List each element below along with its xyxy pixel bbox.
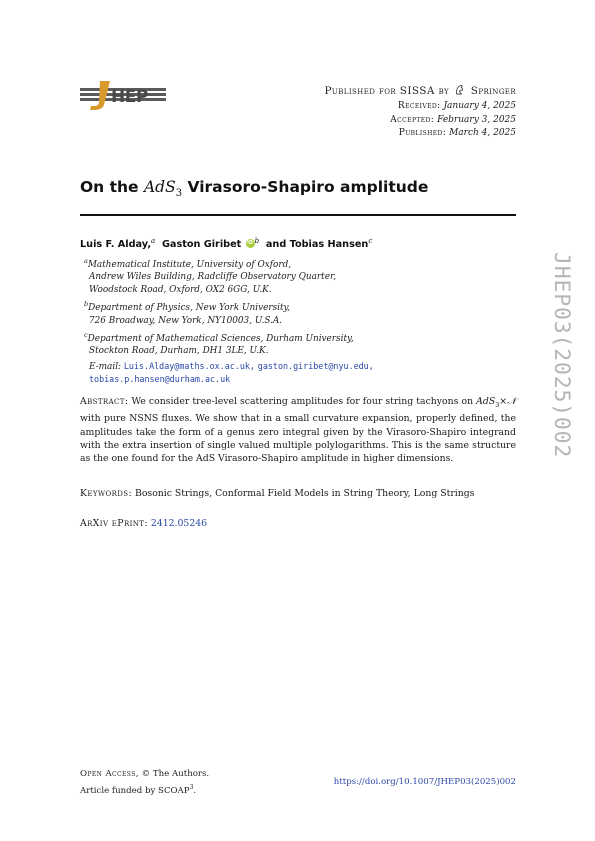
paper-title <box>80 178 428 199</box>
affiliation-line: Stockton Road, Durham, DH1 3LE, U.K. <box>89 346 269 357</box>
abstract-label: Abstract: <box>80 396 129 407</box>
arxiv-label: ArXiv ePrint: <box>80 518 148 529</box>
abstract-text-after: with pure NSNS fluxes. We show that in a small curvature expansion, properly defined, the amplitudes take the form of a genus zero integral given by the Virasoro-Shapiro integrand with the extra insertion of single valued multiple polylogarithms. This is the same structure as the one found for the AdS Virasoro-Shapiro amplitude in higher dimensions. <box>80 413 516 465</box>
footer-license <box>80 768 209 798</box>
open-access-label: Open Access, <box>80 769 139 779</box>
email-label: E-mail: <box>89 361 122 372</box>
keywords-label: Keywords: <box>80 488 133 499</box>
author-hansen: and Tobias Hansen <box>265 239 369 251</box>
affiliation-line: Woodstock Road, Oxford, OX2 6GG, U.K. <box>89 284 272 295</box>
published-date: March 4, 2025 <box>449 128 516 139</box>
jhep-logo <box>80 77 166 111</box>
author-hansen-aff: c <box>368 237 373 245</box>
funded-text: Article funded by SCOAP <box>80 785 190 796</box>
affiliation-line: Department of Mathematical Sciences, Durham University, <box>87 333 354 344</box>
affiliations <box>84 255 374 387</box>
funded-sup: 3 <box>189 784 194 791</box>
affiliation-mark: a <box>84 257 88 265</box>
keywords-text: Bosonic Strings, Conformal Field Models in String Theory, Long Strings <box>135 488 475 499</box>
dates-block <box>390 100 516 141</box>
published-for-line <box>324 84 516 98</box>
arxiv-eprint <box>80 517 207 530</box>
author-list <box>80 237 372 250</box>
abstract-math-after: ×𝒩 <box>499 396 516 407</box>
title-prefix: On the <box>80 178 139 196</box>
accepted-line <box>390 114 516 128</box>
author-giribet-aff: b <box>254 237 260 245</box>
publisher-name: Springer <box>470 85 516 97</box>
abstract <box>80 395 516 466</box>
author-alday: Luis F. Alday, <box>80 239 152 251</box>
title-math-base: AdS <box>143 178 176 196</box>
abstract-math-sub: 3 <box>495 400 500 409</box>
author-giribet: Gaston Giribet <box>161 239 242 251</box>
received-line <box>390 100 516 114</box>
funded-end: . <box>193 785 197 796</box>
email-link-hansen[interactable]: tobias.p.hansen@durham.ac.uk <box>89 374 231 385</box>
copyright-text: © The Authors. <box>141 769 210 779</box>
orcid-icon[interactable] <box>246 239 255 248</box>
abstract-math-base: AdS <box>476 396 496 407</box>
affiliation-mark: c <box>84 330 88 339</box>
arxiv-link[interactable]: 2412.05246 <box>150 518 208 529</box>
title-math <box>143 178 183 200</box>
springer-horse-icon <box>454 84 465 95</box>
author-alday-aff: a <box>151 237 156 245</box>
affiliation-a <box>84 255 374 296</box>
email-link-giribet[interactable]: gaston.giribet@nyu.edu, <box>257 360 374 371</box>
email-line-2 <box>84 373 374 386</box>
email-line <box>84 360 374 373</box>
title-rule <box>80 214 516 216</box>
published-line <box>390 127 516 141</box>
received-label: Received: <box>397 101 441 111</box>
affiliation-b <box>84 298 374 327</box>
affiliation-line: Department of Physics, New York University, <box>88 303 291 314</box>
svg-text:HEP: HEP <box>111 87 148 107</box>
accepted-date: February 3, 2025 <box>437 114 516 125</box>
doi-link[interactable]: https://doi.org/10.1007/JHEP03(2025)002 <box>333 777 516 787</box>
published-label: Published: <box>398 128 447 139</box>
title-math-sub: 3 <box>175 188 183 200</box>
affiliation-line: 726 Broadway, New York, NY10003, U.S.A. <box>89 315 283 326</box>
title-suffix: Virasoro-Shapiro amplitude <box>187 178 429 196</box>
received-date: January 4, 2025 <box>443 101 516 111</box>
affiliation-mark: b <box>84 300 89 309</box>
affiliation-line: Andrew Wiles Building, Radcliffe Observatory Quarter, <box>89 272 337 283</box>
published-for-text: Published for SISSA by <box>324 85 450 97</box>
affiliation-line: Mathematical Institute, University of Oxford, <box>87 259 292 270</box>
abstract-math <box>476 396 516 407</box>
accepted-label: Accepted: <box>390 114 435 125</box>
keywords <box>80 487 475 500</box>
affiliation-c <box>84 329 374 358</box>
jhep-side-stamp: JHEP03(2025)002 <box>549 252 574 459</box>
abstract-text-before: We consider tree-level scattering amplitudes for four string tachyons on <box>131 396 474 407</box>
email-link-alday[interactable]: Luis.Alday@maths.ox.ac.uk, <box>123 360 255 371</box>
